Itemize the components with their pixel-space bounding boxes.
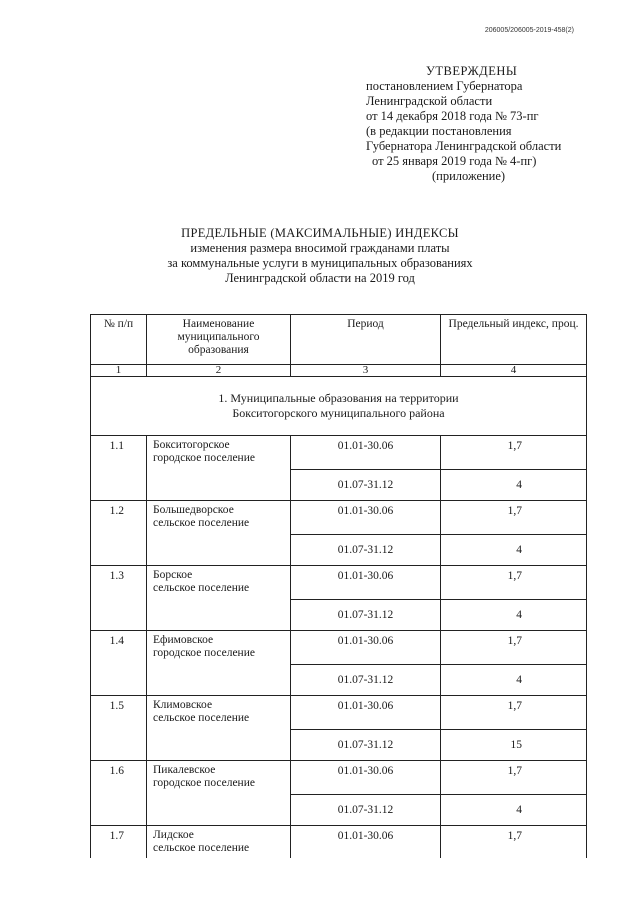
column-number: 4 [441,365,587,377]
municipality-name-line: Лидское [153,829,194,841]
index-cell: 1,7 [441,501,587,535]
row-number: 1.6 [91,761,147,826]
table-row [91,696,587,730]
municipality-type-line: городское поселение [153,647,255,659]
index-table [90,314,587,858]
header-period: Период [291,315,441,365]
period-cell: 01.01-30.06 [291,436,441,470]
approval-amendment-date: от 25 января 2019 года № 4-пг) [372,154,537,168]
municipality-name-line: Борское [153,569,193,581]
municipality-type-line: городское поселение [153,777,255,789]
approval-block [366,64,561,184]
index-cell: 15 [441,730,587,761]
period-cell: 01.07-31.12 [291,535,441,566]
index-cell: 1,7 [441,566,587,600]
index-cell: 4 [441,600,587,631]
period-cell: 01.01-30.06 [291,631,441,665]
header-number: № п/п [91,315,147,365]
municipality-name [147,826,291,859]
municipality-name-line: Климовское [153,699,213,711]
table-row [91,501,587,535]
heading-title: ПРЕДЕЛЬНЫЕ (МАКСИМАЛЬНЫЕ) ИНДЕКСЫ [181,226,459,240]
row-number: 1.1 [91,436,147,501]
period-cell: 01.07-31.12 [291,665,441,696]
column-number: 1 [91,365,147,377]
municipality-name [147,501,291,566]
municipality-type-line: сельское поселение [153,712,250,724]
index-cell: 1,7 [441,826,587,859]
municipality-type-line: городское поселение [153,452,255,464]
period-cell: 01.01-30.06 [291,696,441,730]
period-cell: 01.07-31.12 [291,600,441,631]
table-row [91,436,587,470]
index-cell: 4 [441,535,587,566]
header-name: Наименование муниципального образования [147,315,291,365]
heading-line: Ленинградской области на 2019 год [225,271,415,285]
approval-appendix-label: (приложение) [432,169,506,183]
approval-line: постановлением Губернатора [366,79,523,93]
table-row [91,631,587,665]
approval-title: УТВЕРЖДЕНЫ [426,64,518,78]
period-cell: 01.01-30.06 [291,566,441,600]
approval-line: Ленинградской области [366,94,493,108]
municipality-type-line: сельское поселение [153,517,250,529]
municipality-type-line: сельское поселение [153,842,250,854]
approval-line: Губернатора Ленинградской области [366,139,562,153]
index-cell: 4 [441,795,587,826]
section-row [91,377,587,436]
section-title-line: 1. Муниципальные образования на территории [218,391,459,405]
document-number: 206005/206005-2019-458(2) [484,27,574,34]
index-cell: 1,7 [441,696,587,730]
row-number: 1.4 [91,631,147,696]
municipality-name [147,436,291,501]
municipality-name-line: Пикалевское [153,764,216,776]
table-row [91,826,587,859]
header-index: Предельный индекс, проц. [441,315,587,365]
approval-line: от 14 декабря 2018 года № 73-пг [366,109,539,123]
row-number: 1.7 [91,826,147,859]
table-row [91,761,587,795]
section-title-line: Бокситогорского муниципального района [232,406,445,420]
municipality-name [147,761,291,826]
column-number-row [91,365,587,377]
municipality-type-line: сельское поселение [153,582,250,594]
period-cell: 01.01-30.06 [291,826,441,859]
row-number: 1.3 [91,566,147,631]
index-cell: 1,7 [441,436,587,470]
table-row [91,566,587,600]
municipality-name-line: Большедворское [153,504,234,516]
period-cell: 01.07-31.12 [291,470,441,501]
municipality-name [147,696,291,761]
municipality-name [147,631,291,696]
period-cell: 01.01-30.06 [291,761,441,795]
column-number: 3 [291,365,441,377]
municipality-name [147,566,291,631]
period-cell: 01.07-31.12 [291,795,441,826]
approval-line: (в редакции постановления [366,124,512,138]
document-heading [100,226,540,286]
index-cell: 4 [441,665,587,696]
period-cell: 01.07-31.12 [291,730,441,761]
index-cell: 1,7 [441,761,587,795]
section-title [91,377,587,436]
column-number: 2 [147,365,291,377]
municipality-name-line: Бокситогорское [153,439,230,451]
table-header-row [91,315,587,365]
heading-line: за коммунальные услуги в муниципальных образованиях [167,256,473,270]
heading-line: изменения размера вносимой гражданами платы [190,241,450,255]
index-cell: 1,7 [441,631,587,665]
period-cell: 01.01-30.06 [291,501,441,535]
index-cell: 4 [441,470,587,501]
row-number: 1.2 [91,501,147,566]
municipality-name-line: Ефимовское [153,634,214,646]
row-number: 1.5 [91,696,147,761]
